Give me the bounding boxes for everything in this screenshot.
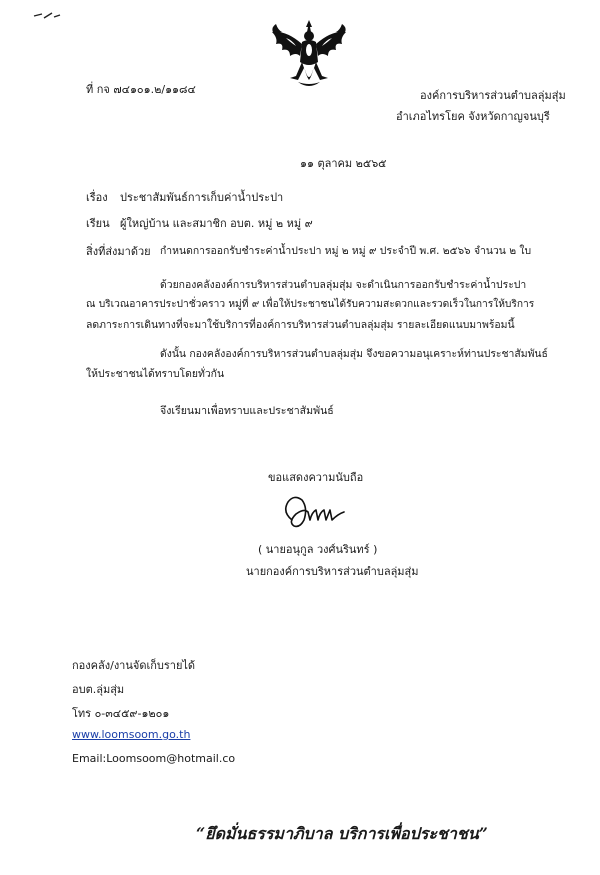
body-para2-line2: ให้ประชาชนได้ทราบโดยทั่วกัน (86, 368, 225, 380)
enclosure-text: กำหนดการออกรับชำระค่าน้ำประปา หมู่ ๒ หมู่ ๙ ประจำปี พ.ศ. ๒๕๖๖ จำนวน ๒ ใบ (160, 245, 532, 257)
document-number: ที่ กจ ๗๔๑๐๑.๒/๑๑๘๔ (86, 83, 196, 96)
signatory-name: ( นายอนุกูล วงศ์นรินทร์ ) (258, 543, 378, 556)
contact-office: อบต.ลุ่มสุ่ม (72, 683, 125, 696)
contact-email: Email:Loomsoom@hotmail.co (72, 752, 236, 765)
signature-salutation: ขอแสดงความนับถือ (268, 471, 364, 484)
subject-label: เรื่อง (86, 191, 108, 204)
garuda-emblem-icon (268, 18, 350, 92)
body-para2-line1: ดังนั้น กองคลังองค์การบริหารส่วนตำบลลุ่มสุ่ม จึงขอความอนุเคราะห์ท่านประชาสัมพันธ์ (160, 348, 548, 360)
document-date: ๑๑ ตุลาคม ๒๕๖๕ (300, 157, 387, 170)
body-para1-line3: ลดภาระการเดินทางที่จะมาใช้บริการที่องค์การบริหารส่วนตำบลลุ่มสุ่ม รายละเอียดแนบมาพร้อมนี้ (86, 319, 515, 331)
subject-text: ประชาสัมพันธ์การเก็บค่าน้ำประปา (120, 191, 284, 204)
recipient-label: เรียน (86, 217, 110, 230)
enclosure-label: สิ่งที่ส่งมาด้วย (86, 245, 151, 258)
body-para1-line2: ณ บริเวณอาคารประปาชั่วคราว หมู่ที่ ๙ เพื่อให้ประชาชนได้รับความสะดวกและรวดเร็วในการให้บริการ (86, 299, 535, 310)
contact-division: กองคลัง/งานจัดเก็บรายได้ (72, 659, 196, 672)
closing-request: จึงเรียนมาเพื่อทราบและประชาสัมพันธ์ (160, 405, 334, 417)
contact-website-link[interactable]: www.loomsoom.go.th (72, 728, 191, 741)
signature-mark (278, 490, 350, 534)
organization-motto: “ยึดมั่นธรรมาภิบาล บริการเพื่อประชาชน” (196, 824, 488, 843)
body-para1-line1: ด้วยกองคลังองค์การบริหารส่วนตำบลลุ่มสุ่ม จะดำเนินการออกรับชำระค่าน้ำประปา (160, 279, 527, 291)
organization-address: อำเภอไทรโยค จังหวัดกาญจนบุรี (396, 110, 550, 123)
contact-phone: โทร ๐-๓๔๕๙-๑๒๐๑ (72, 707, 170, 720)
organization-name: องค์การบริหารส่วนตำบลลุ่มสุ่ม (420, 89, 566, 102)
signatory-position: นายกองค์การบริหารส่วนตำบลลุ่มสุ่ม (246, 565, 419, 578)
scan-mark-icon (32, 8, 62, 22)
recipient-text: ผู้ใหญ่บ้าน และสมาชิก อบต. หมู่ ๒ หมู่ ๙ (120, 217, 313, 230)
